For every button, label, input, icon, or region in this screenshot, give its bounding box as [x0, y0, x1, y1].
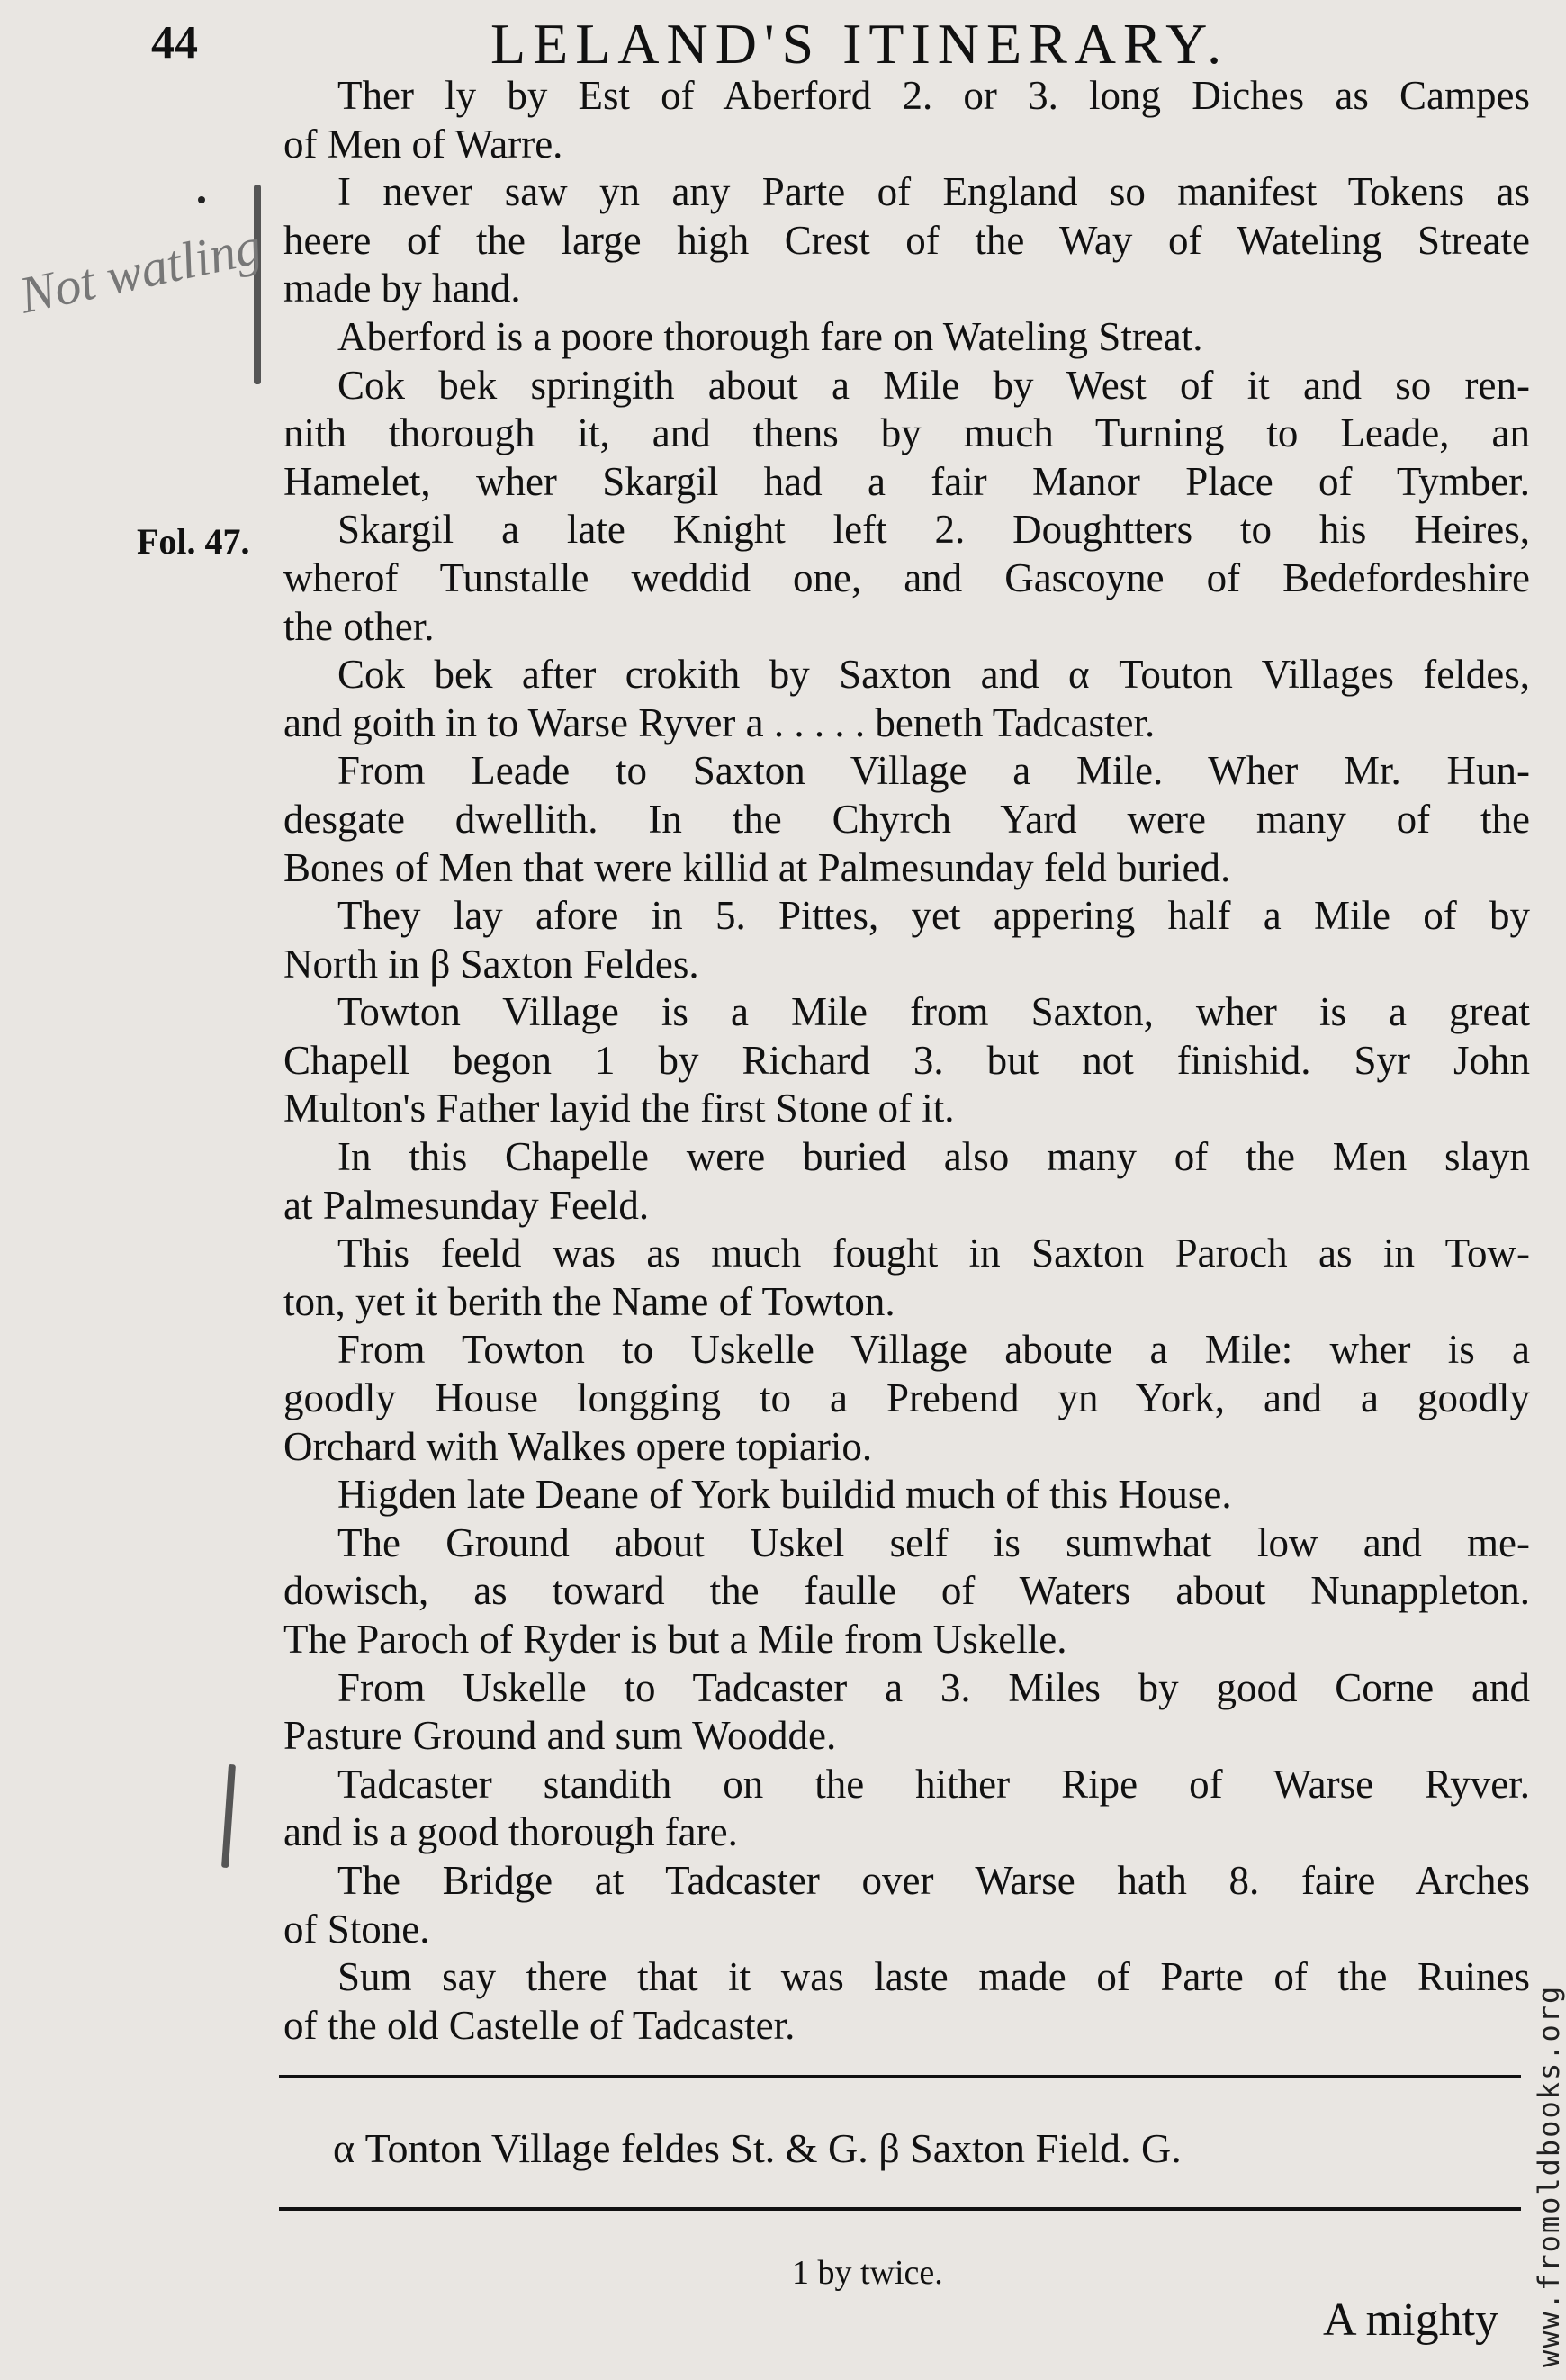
text-line: Sum say there that it was laste made of Parte of the Ruines	[338, 1954, 1530, 2000]
catchword: A mighty	[1323, 2294, 1499, 2346]
text-line: wherof Tunstalle weddid one, and Gascoyne of Bedefordeshire	[284, 554, 1530, 600]
text-line: Ther ly by Est of Aberford 2. or 3. long Diches as Campes	[338, 73, 1530, 118]
text-line: of Stone.	[284, 1906, 430, 1952]
body-text	[284, 72, 1530, 2050]
footnote-rule-top	[279, 2075, 1521, 2078]
watermark: www.fromoldbooks.org	[1532, 1984, 1566, 2367]
text-line: From Towton to Uskelle Village aboute a Mile: wher is a	[338, 1327, 1530, 1373]
text-line: The Ground about Uskel self is sumwhat low and me-	[338, 1519, 1530, 1565]
text-line: Pasture Ground and sum Woodde.	[284, 1713, 837, 1759]
text-line: made by hand.	[284, 266, 521, 311]
text-line: This feeld was as much fought in Saxton Paroch as in Tow-	[338, 1231, 1530, 1276]
text-line: Chapell begon 1 by Richard 3. but not finishid. Syr John	[284, 1037, 1530, 1083]
margin-bracket	[254, 185, 261, 384]
text-line: the other.	[284, 603, 435, 649]
text-line: Cok bek after crokith by Saxton and α Touton Villages feldes,	[338, 652, 1530, 698]
text-line: Towton Village is a Mile from Saxton, wher is a great	[338, 989, 1530, 1035]
text-line: desgate dwellith. In the Chyrch Yard were many of the	[284, 796, 1530, 842]
text-line: dowisch, as toward the faulle of Waters about Nunappleton.	[284, 1568, 1530, 1614]
folio-marker: Fol. 47.	[137, 521, 250, 562]
text-line: In this Chapelle were buried also many of the Men slayn	[338, 1134, 1530, 1180]
text-line: Higden late Deane of York buildid much of this House.	[338, 1472, 1232, 1518]
text-line: Multon's Father layid the first Stone of it.	[284, 1086, 955, 1131]
footnote-note: 1 by twice.	[792, 2254, 943, 2292]
text-line: The Paroch of Ryder is but a Mile from Uskelle.	[284, 1617, 1067, 1662]
running-header: LELAND'S ITINERARY.	[490, 12, 1229, 76]
text-line: goodly House longging to a Prebend yn York, and a goodly	[284, 1375, 1530, 1421]
text-line: Aberford is a poore thorough fare on Wateling Streat.	[338, 313, 1203, 359]
text-line: of Men of Warre.	[284, 121, 563, 167]
footnote-rule-bottom	[279, 2207, 1521, 2211]
text-line: of the old Castelle of Tadcaster.	[284, 2002, 796, 2048]
text-line: ton, yet it berith the Name of Towton.	[284, 1278, 896, 1324]
variant-footnotes: α Tonton Village feldes St. & G. β Saxton Field. G.	[333, 2125, 1182, 2171]
text-line: Skargil a late Knight left 2. Doughtters to his Heires,	[338, 507, 1530, 553]
margin-dot	[198, 196, 205, 203]
text-line: at Palmesunday Feeld.	[284, 1182, 650, 1228]
text-line: heere of the large high Crest of the Way of Wateling Streate	[284, 217, 1530, 263]
margin-mark	[221, 1764, 236, 1868]
text-line: North in β Saxton Feldes.	[284, 941, 699, 987]
handwritten-margin-note: Not watling	[14, 216, 267, 325]
text-line: The Bridge at Tadcaster over Warse hath 8. faire Arches	[338, 1857, 1530, 1903]
text-line: Bones of Men that were killid at Palmesunday feld buried.	[284, 844, 1231, 890]
text-line: Cok bek springith about a Mile by West of it and so ren-	[338, 362, 1530, 408]
text-line: Orchard with Walkes opere topiario.	[284, 1423, 873, 1469]
text-line: I never saw yn any Parte of England so manifest Tokens as	[338, 169, 1530, 215]
text-line: Hamelet, wher Skargil had a fair Manor Place of Tymber.	[284, 458, 1530, 504]
text-line: and is a good thorough fare.	[284, 1809, 738, 1855]
text-line: They lay afore in 5. Pittes, yet appering half a Mile of by	[338, 893, 1530, 939]
text-line: From Uskelle to Tadcaster a 3. Miles by good Corne and	[338, 1664, 1530, 1710]
page-number: 44	[151, 17, 198, 68]
text-line: Tadcaster standith on the hither Ripe of Warse Ryver.	[338, 1761, 1530, 1807]
text-line: and goith in to Warse Ryver a . . . . . beneth Tadcaster.	[284, 699, 1156, 745]
text-line: From Leade to Saxton Village a Mile. Wher Mr. Hun-	[338, 748, 1530, 794]
text-line: nith thorough it, and thens by much Turning to Leade, an	[284, 410, 1530, 456]
